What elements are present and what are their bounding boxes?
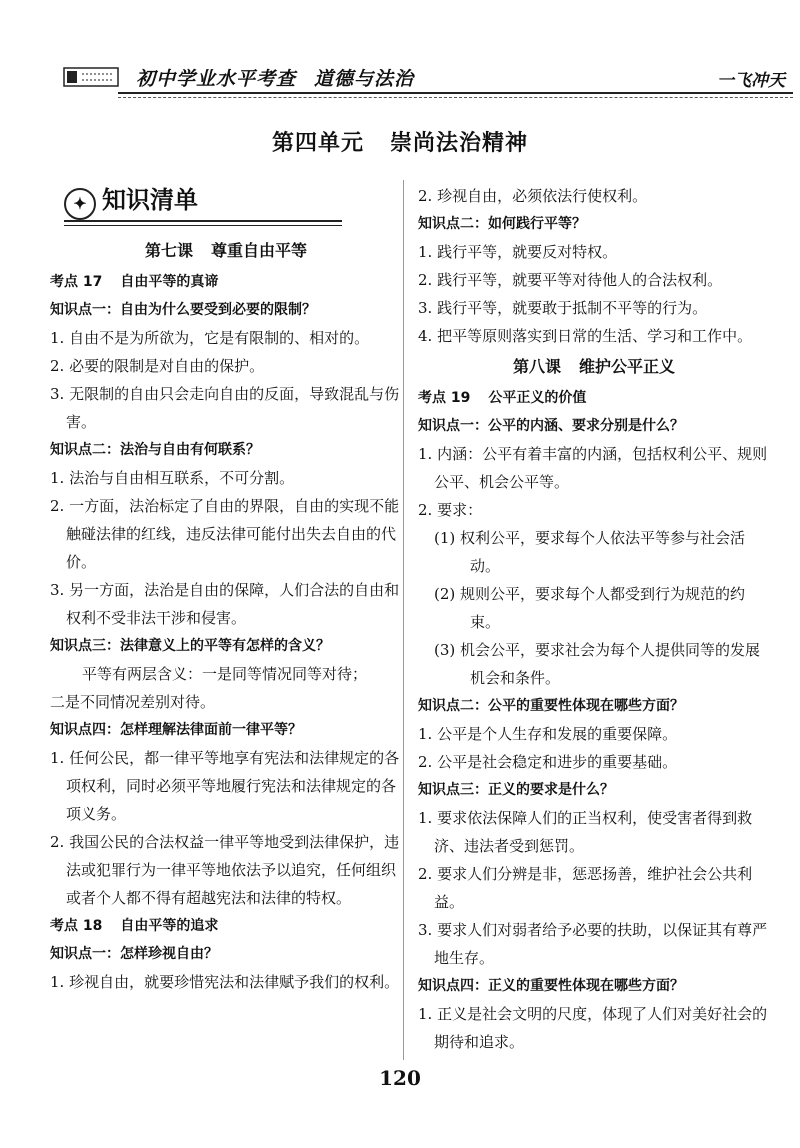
- list-item: 2. 珍视自由，必须依法行使权利。: [418, 187, 648, 205]
- badge-emblem-icon: ✦: [64, 188, 96, 220]
- lesson-title: [418, 350, 770, 384]
- list-item: 1. 珍视自由，就要珍惜宪法和法律赋予我们的权利。: [50, 973, 400, 991]
- list-item: 2. 我国公民的合法权益一律平等地受到法律保护，违法或犯罪行为一律平等地依法予以追究，任何组织或者个人都不得有超越宪法和法律的特权。: [50, 833, 400, 907]
- question-heading: 知识点二：如何践行平等？: [418, 216, 586, 232]
- unit-name: 崇尚法治精神: [390, 131, 529, 156]
- question-heading: 知识点四：怎样理解法律面前一律平等？: [50, 722, 302, 738]
- list-item: 1. 要求依法保障人们的正当权利，使受害者得到救济、违法者受到惩罚。: [418, 809, 753, 855]
- badge-text: 知识清单: [102, 186, 198, 214]
- kaodian-title: 自由平等的追求: [120, 918, 219, 934]
- header-subject: 道德与法治: [314, 68, 415, 90]
- list-item: 4. 把平等原则落实到日常的生活、学习和工作中。: [418, 327, 753, 345]
- column-divider: [403, 180, 404, 1060]
- question-heading: 知识点一：怎样珍视自由？: [50, 946, 218, 962]
- page-header: [58, 50, 793, 102]
- page-number: 120: [379, 1066, 421, 1090]
- kaodian-heading: [50, 268, 402, 296]
- section-badge: [50, 182, 402, 234]
- list-item: 2. 一方面，法治标定了自由的界限，自由的实现不能触碰法律的红线，违反法律可能付出失去自由的代价。: [50, 497, 400, 571]
- header-title: [136, 64, 432, 91]
- right-column: [418, 182, 770, 1056]
- unit-label: 第四单元: [271, 131, 364, 156]
- list-item: 2. 要求：: [418, 501, 483, 519]
- list-item: 3. 要求人们对弱者给予必要的扶助，以保证其有尊严地生存。: [418, 921, 768, 967]
- kaodian-heading: [50, 912, 402, 940]
- kaodian-label: 考点 19: [418, 390, 471, 406]
- unit-title: [0, 126, 800, 157]
- badge-underline: [64, 220, 342, 222]
- kaodian-heading: [418, 384, 770, 412]
- kaodian-title: 公平正义的价值: [488, 390, 587, 406]
- header-series: 初中学业水平考查: [136, 68, 297, 90]
- sub-list-item: (1) 权利公平，要求每个人依法平等参与社会活动。: [434, 529, 746, 575]
- header-rule-dashed: [118, 97, 793, 98]
- question-heading: 知识点四：正义的重要性体现在哪些方面？: [418, 978, 684, 994]
- list-item: 1. 自由不是为所欲为，它是有限制的、相对的。: [50, 329, 370, 347]
- kaodian-label: 考点 18: [50, 918, 103, 934]
- list-item: 3. 无限制的自由只会走向自由的反面，导致混乱与伤害。: [50, 385, 400, 431]
- list-item: 2. 践行平等，就要平等对待他人的合法权利。: [418, 271, 723, 289]
- list-item: 1. 践行平等，就要反对特权。: [418, 243, 618, 261]
- lesson-label: 第八课: [512, 357, 561, 376]
- lesson-label: 第七课: [144, 241, 193, 260]
- question-heading: 知识点一：公平的内涵、要求分别是什么？: [418, 418, 684, 434]
- header-decoration-icon: [62, 64, 120, 90]
- list-item: 1. 法治与自由相互联系，不可分割。: [50, 469, 295, 487]
- kaodian-label: 考点 17: [50, 274, 103, 290]
- question-heading: 知识点二：法治与自由有何联系？: [50, 442, 260, 458]
- question-heading: 知识点三：法律意义上的平等有怎样的含义？: [50, 638, 330, 654]
- question-heading: 知识点二：公平的重要性体现在哪些方面？: [418, 698, 684, 714]
- kaodian-title: 自由平等的真谛: [120, 274, 219, 290]
- list-item: 1. 任何公民，都一律平等地享有宪法和法律规定的各项权利，同时必须平等地履行宪法和法律规定的各项义务。: [50, 749, 400, 823]
- sub-list-item: (2) 规则公平，要求每个人都受到行为规范的约束。: [434, 585, 746, 631]
- list-item: 3. 践行平等，就要敢于抵制不平等的行为。: [418, 299, 708, 317]
- list-item: 1. 正义是社会文明的尺度，体现了人们对美好社会的期待和追求。: [418, 1005, 768, 1051]
- list-item: 1. 公平是个人生存和发展的重要保障。: [418, 725, 678, 743]
- left-column: [50, 182, 402, 996]
- header-rule: [118, 92, 793, 94]
- badge-underline-thin: [64, 225, 342, 226]
- sub-list-item: (3) 机会公平，要求社会为每个人提供同等的发展机会和条件。: [434, 641, 761, 687]
- list-item: 2. 要求人们分辨是非，惩恶扬善，维护社会公共利益。: [418, 865, 753, 911]
- lesson-name: 维护公平正义: [579, 357, 676, 376]
- lesson-name: 尊重自由平等: [211, 241, 308, 260]
- header-brand: 一飞冲天: [717, 71, 785, 91]
- list-item: 2. 必要的限制是对自由的保护。: [50, 357, 265, 375]
- paragraph: 平等有两层含义：一是同等情况同等对待；: [82, 665, 368, 683]
- list-item: 2. 公平是社会稳定和进步的重要基础。: [418, 753, 678, 771]
- lesson-title: [50, 234, 402, 268]
- list-item: 3. 另一方面，法治是自由的保障，人们合法的自由和权利不受非法干涉和侵害。: [50, 581, 400, 627]
- question-heading: 知识点一：自由为什么要受到必要的限制？: [50, 302, 316, 318]
- question-heading: 知识点三：正义的要求是什么？: [418, 782, 614, 798]
- list-item: 1. 内涵：公平有着丰富的内涵，包括权利公平、规则公平、机会公平等。: [418, 445, 768, 491]
- paragraph: 二是不同情况差别对待。: [50, 693, 216, 711]
